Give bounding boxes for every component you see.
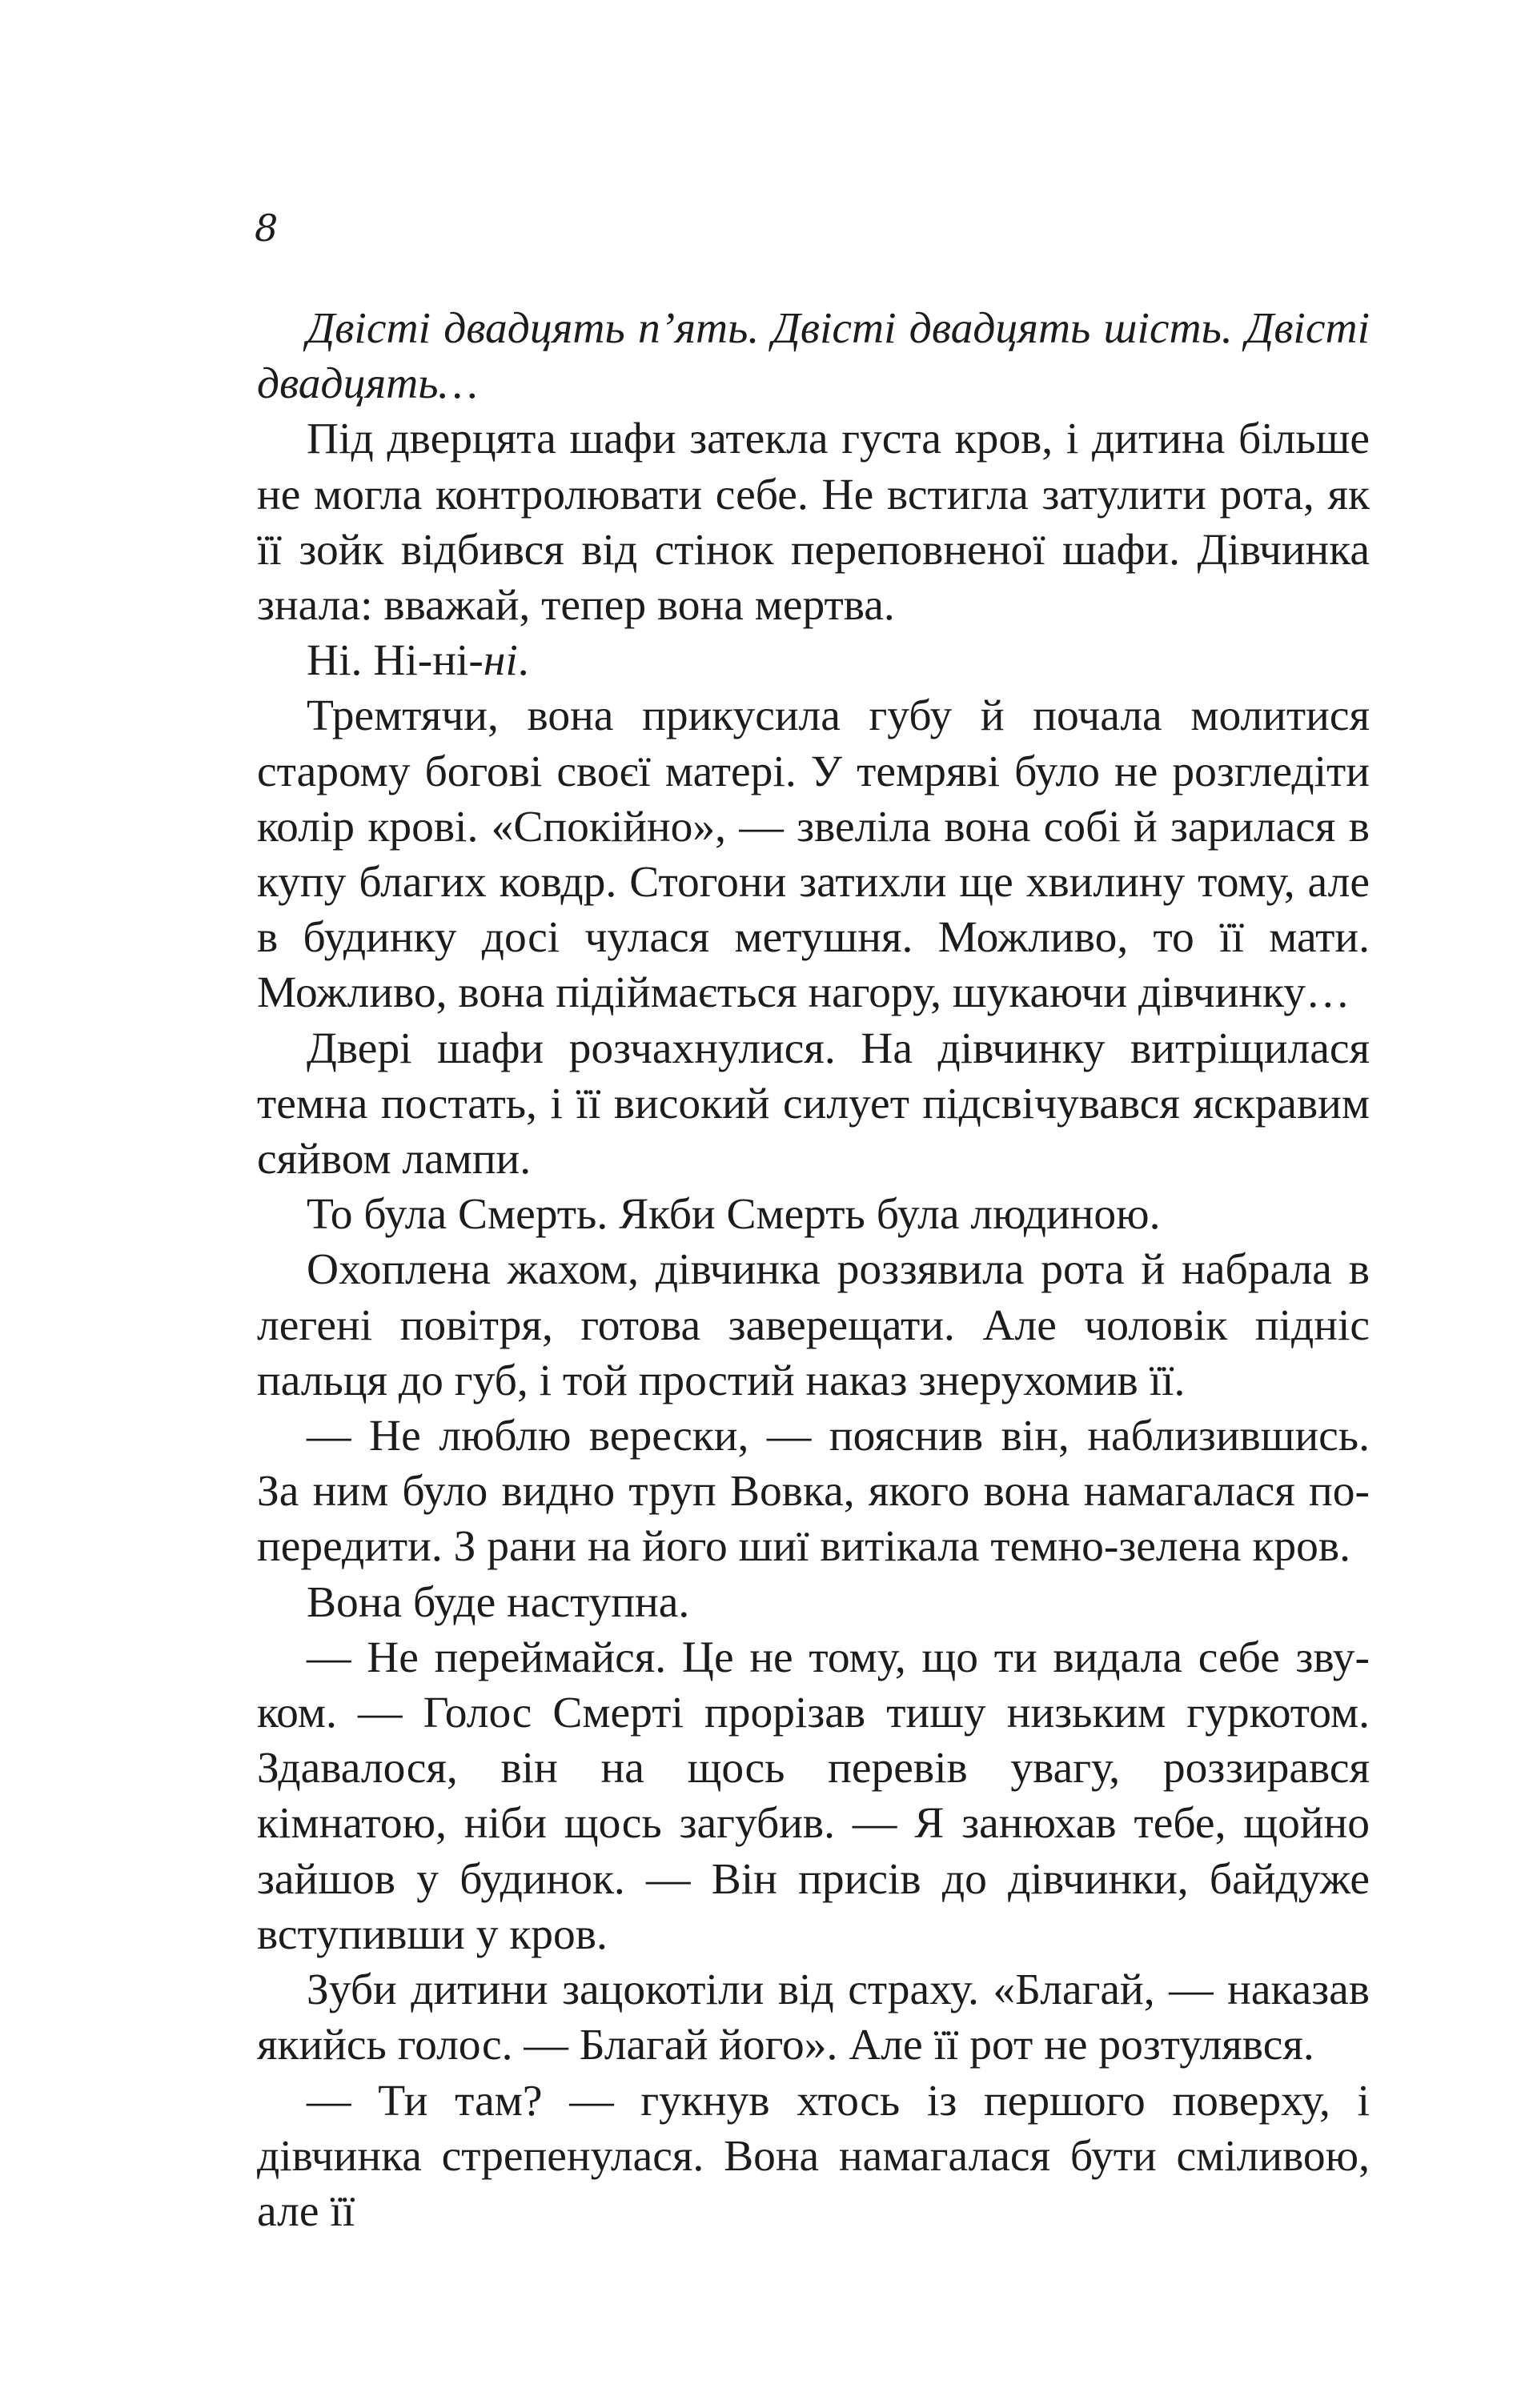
paragraph: Зуби дитини зацокотіли від страху. «Благай, — наказав якийсь голос. — Благай його». Але її рот не розтулявся. xyxy=(257,1965,1370,2070)
paragraph-emphasis: ні xyxy=(483,636,518,686)
paragraph-text: . xyxy=(517,636,529,686)
paragraph: Вона буде наступна. xyxy=(307,1577,690,1627)
paragraph: Двері шафи розчахнулися. На дівчинку витріщилася темна постать, і її високий силует підсвічувався яскравим сяйвом лампи. xyxy=(257,1024,1370,1184)
paragraph: — Не люблю верески, — пояснив він, наблизившись. За ним було видно труп Вовка, якого вона намагалася попередити. З рани на його шиї витікала темно-зелена кров. xyxy=(257,1412,1370,1572)
paragraph: Тремтячи, вона прикусила губу й почала молитися старому богові своєї матері. У темряві було не розгледіти колір крові. «Спокійно», — звеліла вона собі й зарилася в купу благих ковдр. Стогони затихли ще хвилину тому, але в будинку досі чулася метушня. Можливо, то її мати. Можливо, вона підіймається нагору, шукаючи дівчинку… xyxy=(257,691,1370,1018)
paragraph: — Ти там? — гукнув хтось із першого поверху, і дівчинка стрепенулася. Вона намагалася бути сміливою, але її xyxy=(257,2076,1370,2236)
paragraph: Під дверцята шафи затекла густа кров, і дитина більше не могла контролювати себе. Не встигла затулити рота, як її зойк відбився від стінок переповненої шафи. Дівчинка знала: вважай, тепер вона мертва. xyxy=(257,415,1370,631)
body-text xyxy=(257,301,1370,2239)
paragraph: Двісті двадцять п’ять. Двісті двадцять шість. Двісті двадцять… xyxy=(257,304,1370,409)
paragraph xyxy=(257,633,1370,688)
page-number: 8 xyxy=(255,206,279,250)
paragraph: Охоплена жахом, дівчинка роззявила рота й набрала в легені повітря, готова заверещати. Але чоловік підніс пальця до губ, і той простий наказ знерухомив її. xyxy=(257,1245,1370,1405)
paragraph: — Не переймайся. Це не тому, що ти видала себе звуком. — Голос Смерті прорізав тишу низьким гуркотом. Здавалося, він на щось перевів увагу, роззирався кімнатою, ніби щось загубив. — Я занюхав тебе, щойно зайшов у будинок. — Він присів до дівчинки, байдуже вступивши у кров. xyxy=(257,1633,1370,1959)
paragraph: То була Смерть. Якби Смерть була людиною. xyxy=(307,1190,1161,1240)
paragraph-text: Ні. Ні-ні- xyxy=(307,636,484,686)
